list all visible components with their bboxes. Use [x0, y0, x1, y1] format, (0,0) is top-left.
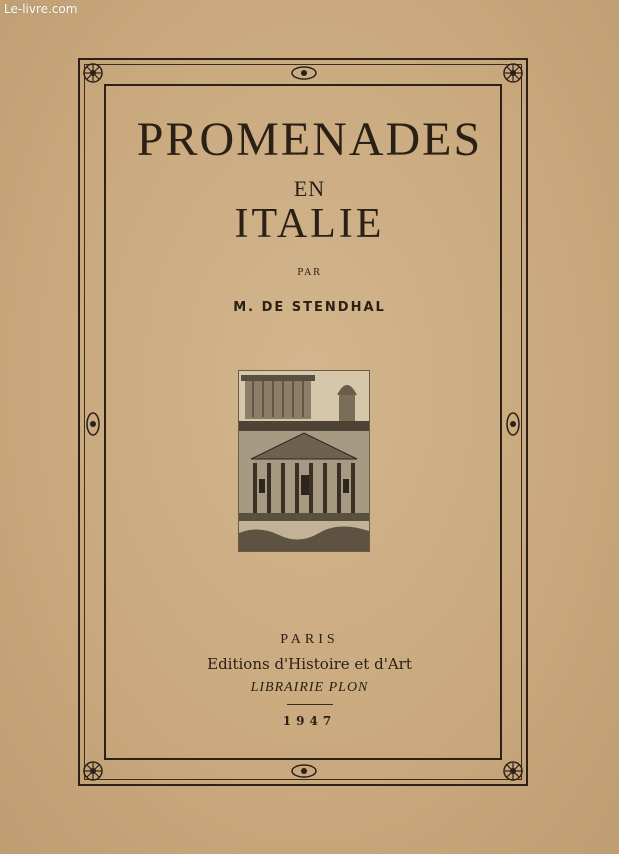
title-line-2: EN	[293, 176, 326, 201]
corner-rosette-icon	[502, 62, 524, 84]
author-name: M. DE STENDHAL	[233, 300, 386, 315]
publication-year: 1947	[282, 714, 337, 728]
title-line-3: ITALIE	[234, 201, 385, 247]
basilica-engraving-image	[238, 370, 370, 552]
publication-city: PARIS	[280, 632, 339, 647]
publisher-line-1: Editions d'Histoire et d'Art	[207, 655, 412, 673]
top-center-ornament-icon	[289, 62, 319, 84]
left-mid-ornament-icon	[82, 410, 104, 438]
corner-rosette-icon	[82, 760, 104, 782]
publisher-line-2: LIBRAIRIE PLON	[250, 680, 369, 695]
bottom-center-ornament-icon	[289, 760, 319, 782]
right-mid-ornament-icon	[502, 410, 524, 438]
title-line-1: PROMENADES	[136, 113, 483, 166]
corner-rosette-icon	[502, 760, 524, 782]
divider-rule	[287, 704, 333, 705]
corner-rosette-icon	[82, 62, 104, 84]
site-watermark: Le-livre.com	[4, 2, 78, 16]
by-label: PAR	[297, 268, 322, 278]
